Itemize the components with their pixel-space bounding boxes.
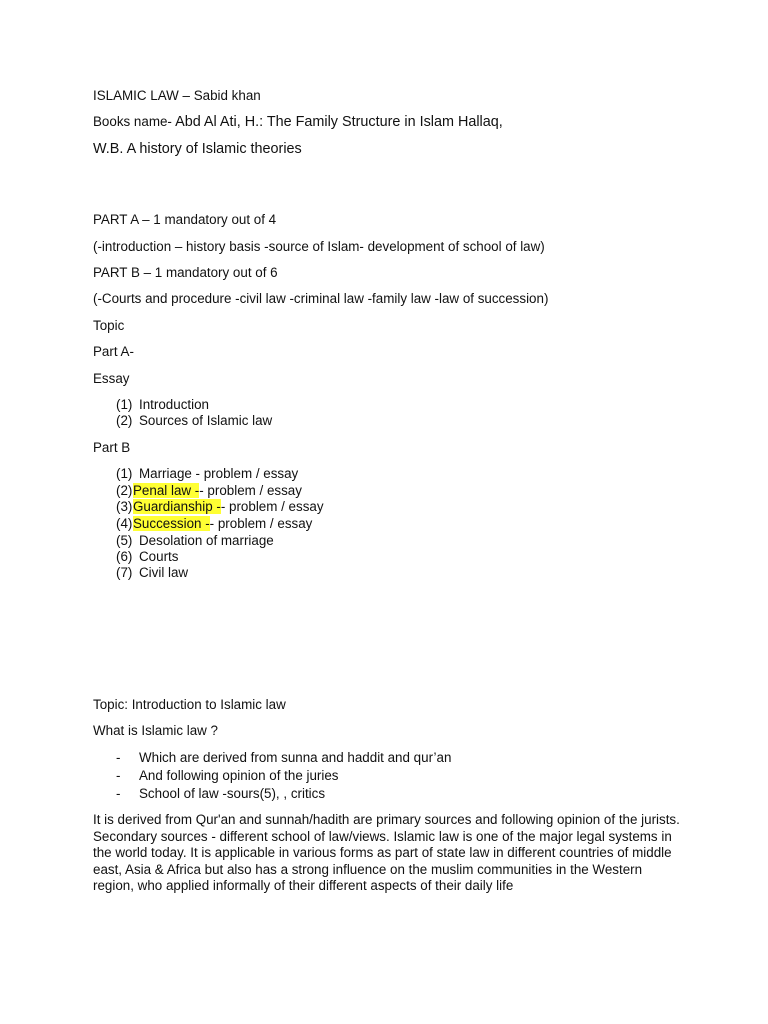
part-b-heading: PART B – 1 mandatory out of 6 [93, 265, 278, 280]
bullet-marker: - [116, 750, 121, 765]
part-b-label: Part B [93, 440, 131, 455]
bullet-marker: - [116, 768, 121, 783]
part-b-item-text: - problem / essay [209, 516, 313, 531]
part-b-item-text: Courts [139, 549, 179, 564]
part-b-item-text: Desolation of marriage [139, 533, 274, 548]
part-a-label: Part A- [93, 344, 134, 359]
essay-item-text: Introduction [139, 397, 209, 412]
part-a-heading: PART A – 1 mandatory out of 4 [93, 212, 277, 227]
bullet-text: School of law -sours(5), , critics [139, 786, 326, 801]
part-b-item-text: - problem / essay [199, 483, 302, 498]
highlighted-text: Penal law - [133, 483, 200, 498]
books-value: Abd Al Ati, H.: The Family Structure in Islam Hallaq, [171, 114, 503, 130]
part-b-item-text: Marriage - problem / essay [139, 466, 299, 481]
essay-item-number: (1) [116, 397, 133, 412]
part-b-item-text: Civil law [139, 565, 189, 580]
part-b-item-number: (1) [116, 466, 133, 481]
part-b-item-text: - problem / essay [220, 499, 324, 514]
part-b-item-number: (3) [116, 499, 133, 514]
books-line [93, 114, 503, 130]
part-b-item [133, 483, 302, 499]
highlighted-text: Guardianship - [133, 499, 221, 514]
part-b-item-number: (7) [116, 565, 133, 580]
part-b-item-number: (4) [116, 516, 133, 531]
books-line-2: W.B. A history of Islamic theories [93, 141, 302, 157]
bullet-text: And following opinion of the juries [139, 768, 339, 783]
part-b-item-number: (5) [116, 533, 133, 548]
document-title: ISLAMIC LAW – Sabid khan [93, 88, 261, 103]
part-b-item [133, 499, 324, 515]
part-b-item [133, 516, 312, 532]
books-label: Books name- [93, 114, 172, 129]
topic-label: Topic [93, 318, 125, 333]
part-a-detail: (-introduction – history basis -source of Islam- development of school of law) [93, 239, 545, 254]
part-b-item-number: (2) [116, 483, 133, 498]
highlighted-text: Succession - [133, 516, 210, 531]
part-b-detail: (-Courts and procedure -civil law -criminal law -family law -law of succession) [93, 291, 549, 306]
intro-topic-heading: Topic: Introduction to Islamic law [93, 697, 286, 712]
essay-item-number: (2) [116, 413, 133, 428]
intro-question: What is Islamic law ? [93, 723, 219, 738]
part-b-item-number: (6) [116, 549, 133, 564]
essay-item-text: Sources of Islamic law [139, 413, 273, 428]
intro-paragraph: It is derived from Qur'an and sunnah/hadith are primary sources and following opinion of the jurists. Secondary sources - different school of law/views. Islamic law is one of the major legal systems in the world today. It is applicable in various forms as part of state law in different countries of middle east, Asia & Africa but also has a strong influence on the muslim communities in the Western region, who applied informally of their different aspects of their daily life [93, 812, 680, 894]
bullet-text: Which are derived from sunna and haddit and qur’an [139, 750, 452, 765]
essay-label: Essay [93, 371, 130, 386]
bullet-marker: - [116, 786, 121, 801]
